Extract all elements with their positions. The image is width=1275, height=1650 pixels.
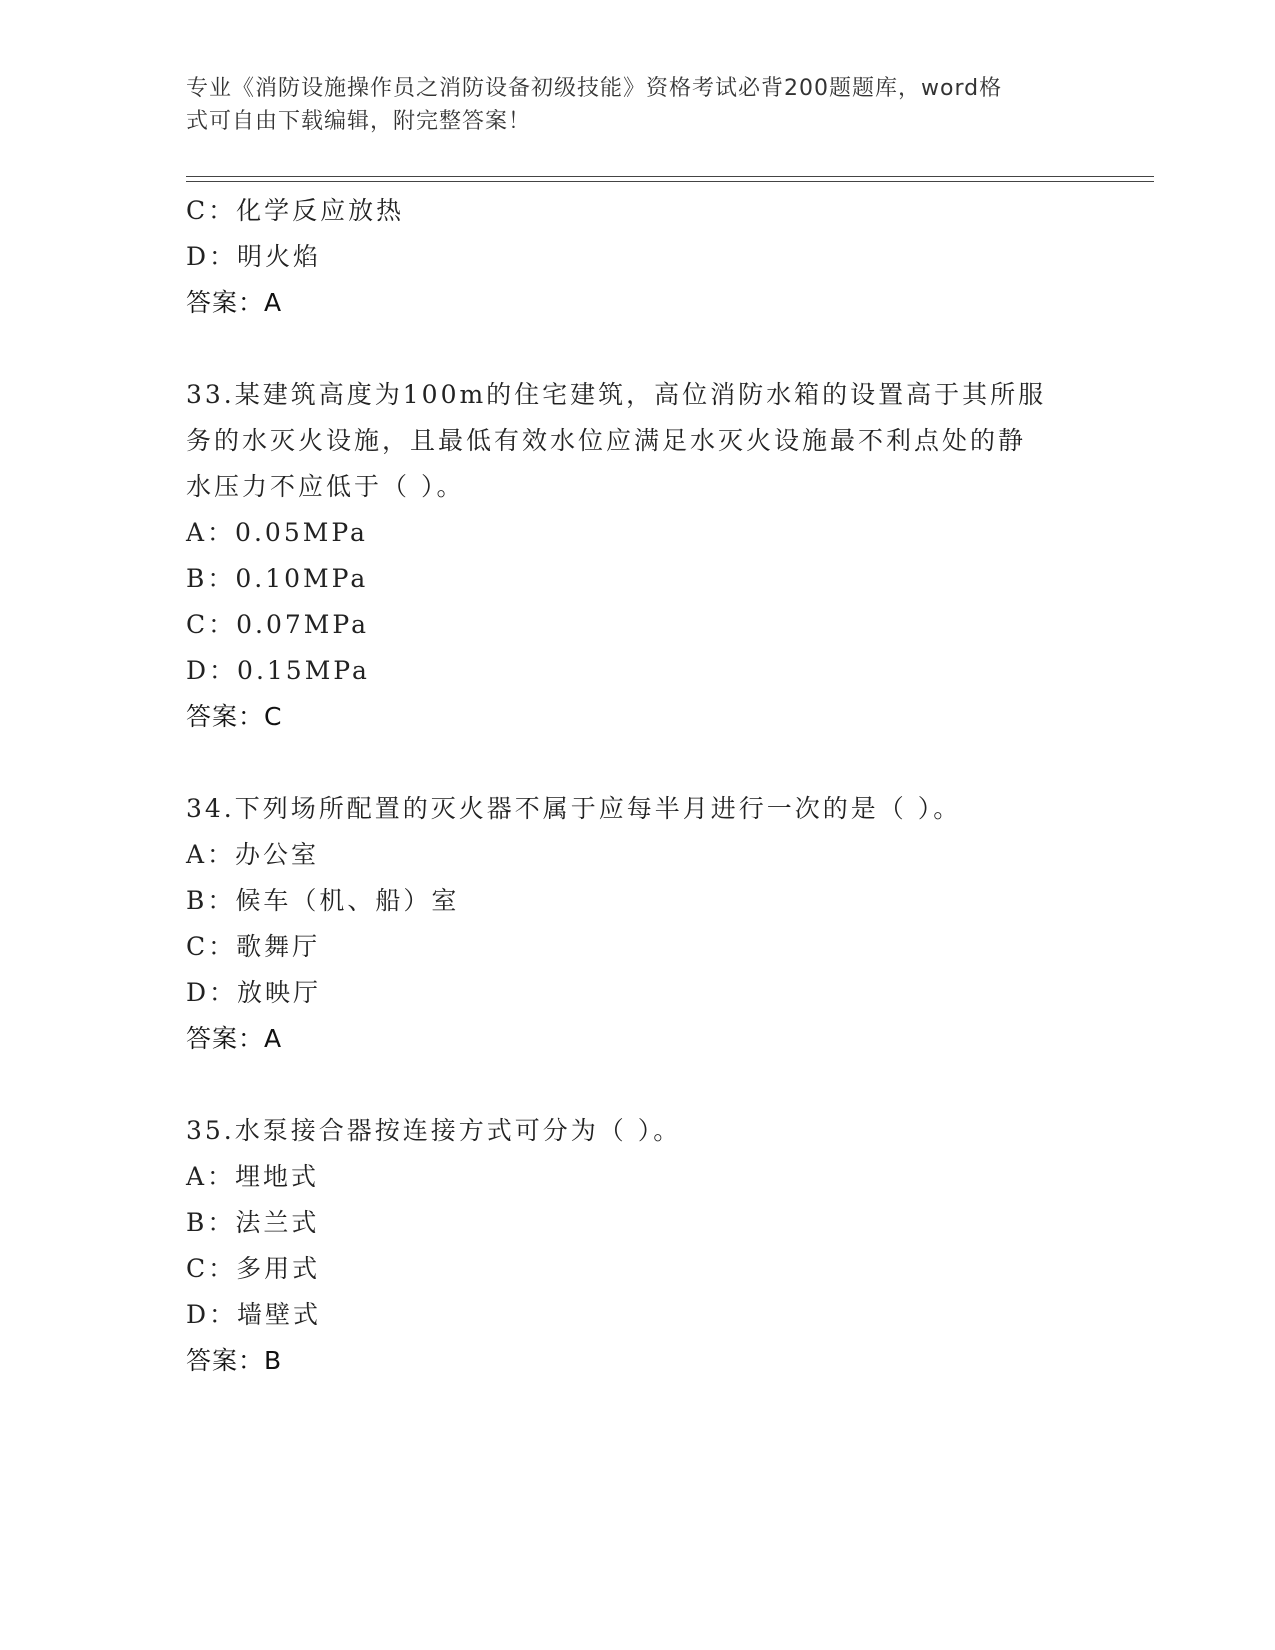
spacer (186, 740, 1086, 786)
option-b: B：候车（机、船）室 (186, 886, 460, 915)
question-stem-line: 33.某建筑高度为100m的住宅建筑，高位消防水箱的设置高于其所服 (186, 380, 1047, 409)
header-divider-bottom (186, 181, 1154, 182)
question-stem-line: 务的水灭火设施，且最低有效水位应满足水灭火设施最不利点处的静 (186, 426, 1027, 455)
option-c: C：0.07MPa (186, 610, 369, 639)
option-a: A：办公室 (186, 840, 320, 869)
option-b: B：法兰式 (186, 1208, 320, 1237)
answer-line: 答案：A (186, 288, 283, 317)
prev-question-tail (186, 188, 1086, 326)
header-divider-top (186, 176, 1154, 177)
option-a: A：0.05MPa (186, 518, 368, 547)
spacer (186, 326, 1086, 372)
spacer (186, 1062, 1086, 1108)
document-body (186, 188, 1086, 1384)
option-d: D：墙壁式 (186, 1300, 322, 1329)
header-line-2: 式可自由下载编辑，附完整答案！ (186, 109, 532, 134)
option-b: B：0.10MPa (186, 564, 369, 593)
option-c: C：歌舞厅 (186, 932, 321, 961)
option-d: D：明火焰 (186, 242, 322, 271)
document-header (186, 72, 1076, 138)
question-35 (186, 1108, 1086, 1384)
option-c: C：化学反应放热 (186, 196, 405, 225)
question-34 (186, 786, 1086, 1062)
option-d: D：0.15MPa (186, 656, 370, 685)
header-line-1: 专业《消防设施操作员之消防设备初级技能》资格考试必背200题题库，word格 (186, 76, 1003, 101)
question-stem-line: 35.水泵接合器按连接方式可分为（ ）。 (186, 1116, 682, 1145)
question-stem-line: 34.下列场所配置的灭火器不属于应每半月进行一次的是（ ）。 (186, 794, 962, 823)
question-33 (186, 372, 1086, 740)
option-c: C：多用式 (186, 1254, 321, 1283)
option-a: A：埋地式 (186, 1162, 320, 1191)
answer-line: 答案：A (186, 1024, 283, 1053)
answer-line: 答案：C (186, 702, 283, 731)
option-d: D：放映厅 (186, 978, 322, 1007)
question-stem-line: 水压力不应低于（ ）。 (186, 472, 465, 501)
answer-line: 答案：B (186, 1346, 283, 1375)
